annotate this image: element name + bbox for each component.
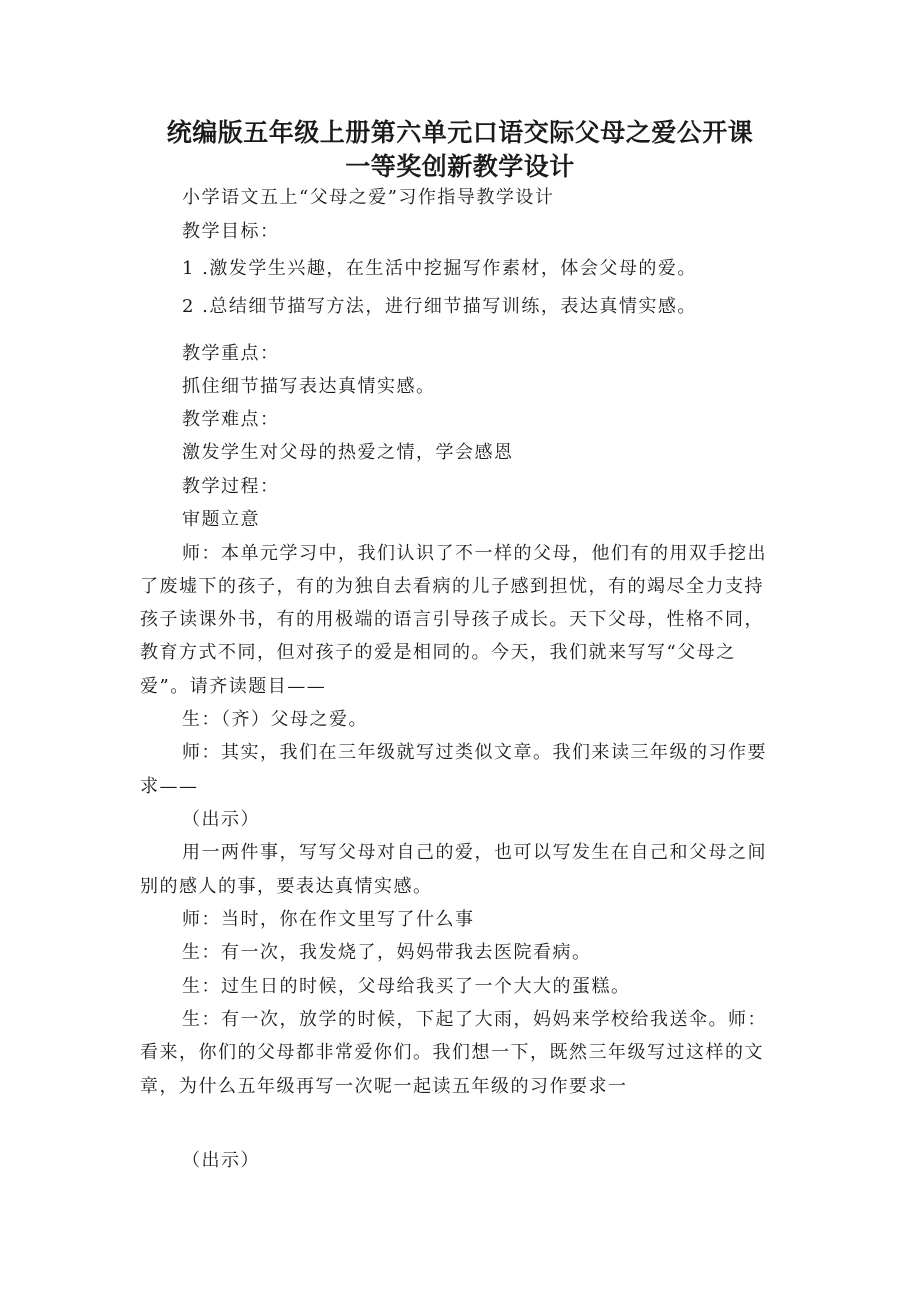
paragraph-line: 生：过生日的时候，父母给我买了一个大大的蛋糕。 [182,976,631,997]
paragraph-line: （出示） [182,809,260,830]
section-heading-process: 教学过程： [182,476,280,497]
section-heading-key-points: 教学重点： [182,343,280,364]
paragraph-line: 师：当时，你在作文里写了什么事 [182,909,475,930]
objective-item-2: 2 .总结细节描写方法，进行细节描写训练，表达真情实感。 [182,296,697,317]
paragraph-line: 孩子读课外书，有的用极端的语言引导孩子成长。天下父母，性格不同， [140,609,764,630]
paragraph-line: 生：（齐）父母之爱。 [182,709,368,730]
key-points-text: 抓住细节描写表达真情实感。 [182,376,436,397]
paragraph-line: （出示） [182,1150,260,1171]
paragraph-line: 生：有一次，我发烧了，妈妈带我去医院看病。 [182,942,592,963]
process-step-heading: 审题立意 [182,509,260,530]
paragraph-line: 章，为什么五年级再写一次呢一起读五年级的习作要求一 [140,1076,628,1097]
section-heading-objectives: 教学目标： [182,221,280,242]
section-heading-difficulties: 教学难点： [182,409,280,430]
paragraph-line: 了废墟下的孩子，有的为独自去看病的儿子感到担忧，有的竭尽全力支持 [140,576,764,597]
paragraph-line: 生：有一次，放学的时候，下起了大雨，妈妈来学校给我送伞。师： [182,1009,767,1030]
subtitle-line: 小学语文五上“父母之爱”习作指导教学设计 [182,187,555,208]
paragraph-line: 用一两件事，写写父母对自己的爱，也可以写发生在自己和父母之间 [182,842,767,863]
objective-item-1: 1 .激发学生兴趣，在生活中挖掘写作素材，体会父母的爱。 [182,258,697,279]
paragraph-line: 师：其实，我们在三年级就写过类似文章。我们来读三年级的习作要 [182,742,767,763]
paragraph-line: 爱”。请齐读题目—— [140,676,327,697]
paragraph-line: 别的感人的事，要表达真情实感。 [140,876,433,897]
paragraph-line: 教育方式不同，但对孩子的爱是相同的。今天，我们就来写写“父母之 [140,642,736,663]
paragraph-line: 师：本单元学习中，我们认识了不一样的父母，他们有的用双手挖出 [182,543,767,564]
document-title-line-2: 一等奖创新教学设计 [345,152,575,181]
difficulties-text: 激发学生对父母的热爱之情，学会感恩 [182,442,514,463]
paragraph-line: 看来，你们的父母都非常爱你们。我们想一下，既然三年级写过这样的文 [140,1042,764,1063]
paragraph-line: 求—— [140,776,199,797]
document-title-line-1: 统编版五年级上册第六单元口语交际父母之爱公开课 [166,118,754,147]
